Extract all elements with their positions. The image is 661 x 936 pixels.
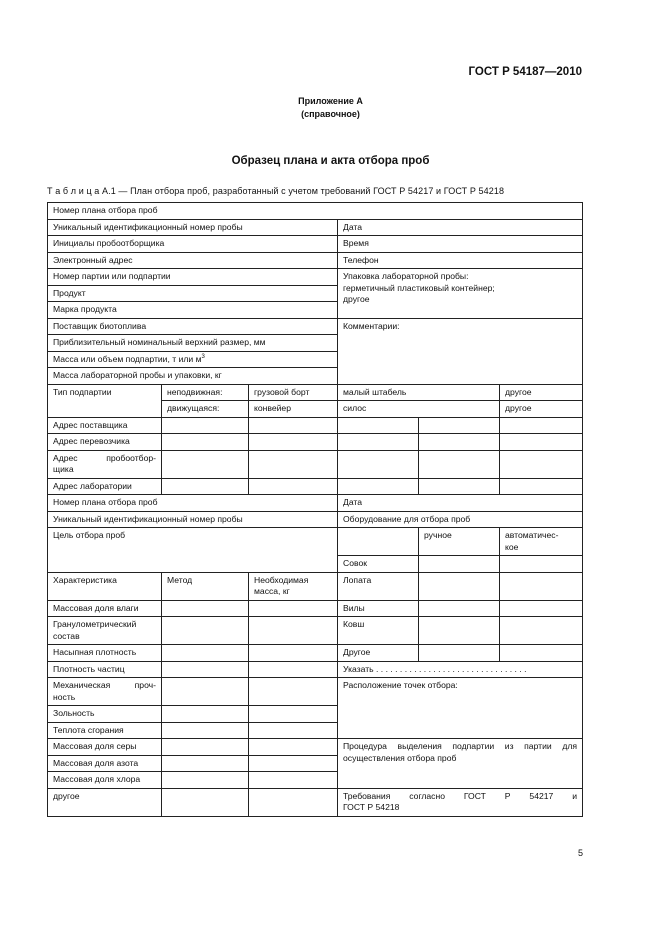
table-cell (500, 645, 583, 662)
table-cell (419, 478, 500, 495)
appendix-heading (0, 95, 661, 121)
table-cell (249, 722, 338, 739)
table-row (48, 678, 583, 706)
table-cell (419, 556, 500, 573)
table-row (48, 384, 583, 401)
table-cell: другое (500, 384, 583, 401)
table-cell (48, 450, 162, 478)
table-row (48, 788, 583, 816)
table-cell (419, 600, 500, 617)
table-cell: Метод (162, 572, 249, 600)
table-cell (249, 600, 338, 617)
table-cell (500, 617, 583, 645)
table-cell (162, 706, 249, 723)
table-cell (249, 739, 338, 756)
table-cell (419, 572, 500, 600)
table-cell (249, 417, 338, 434)
table-cell (249, 478, 338, 495)
table-row (48, 511, 583, 528)
table-cell: Массовая доля хлора (48, 772, 162, 789)
table-row (48, 269, 583, 286)
packaging-option: герметичный пластиковый контейнер; (343, 282, 495, 293)
table-cell: Теплота сгорания (48, 722, 162, 739)
table-cell: Вилы (338, 600, 419, 617)
table-cell: Номер партии или подпартии (48, 269, 338, 286)
table-cell (162, 478, 249, 495)
table-row (48, 600, 583, 617)
table-row (48, 495, 583, 512)
table-cell: Адрес поставщика (48, 417, 162, 434)
document-code: ГОСТ Р 54187—2010 (468, 66, 582, 78)
table-cell (500, 556, 583, 573)
requirements-line: Требования согласно ГОСТ Р 54217 и (343, 790, 578, 801)
table-cell: Цель отбора проб (48, 528, 338, 573)
table-cell (338, 417, 419, 434)
table-cell (419, 417, 500, 434)
table-cell (419, 617, 500, 645)
packaging-option: другое (343, 294, 370, 304)
table-cell (48, 351, 338, 368)
superscript: 3 (201, 353, 205, 360)
requirements-line: ГОСТ Р 54218 (343, 802, 400, 812)
table-cell (162, 678, 249, 706)
mech-strength-line: ность (53, 691, 76, 702)
table-cell (162, 645, 249, 662)
table-cell: Плотность частиц (48, 661, 162, 678)
table-row (48, 661, 583, 678)
table-cell (338, 478, 419, 495)
table-cell: Дата (338, 495, 583, 512)
table-cell (249, 772, 338, 789)
table-cell: другое (48, 788, 162, 816)
table-cell: Ковш (338, 617, 419, 645)
table-cell (500, 572, 583, 600)
table-cell: Уникальный идентификационный номер пробы (48, 219, 338, 236)
table-cell: Указать . . . . . . . . . . . . . . . . . . . . . . . . . . . . . . . . (338, 661, 583, 678)
table-cell: Зольность (48, 706, 162, 723)
table-cell: Адрес перевозчика (48, 434, 162, 451)
table-row (48, 739, 583, 756)
table-cell (162, 788, 249, 816)
table-cell: Марка продукта (48, 302, 338, 319)
table-cell: грузовой борт (249, 384, 338, 401)
table-cell (338, 269, 583, 319)
table-cell: Номер плана отбора проб (48, 495, 338, 512)
table-cell (500, 600, 583, 617)
table-cell: Инициалы пробоотборщика (48, 236, 338, 253)
table-cell: другое (500, 401, 583, 418)
table-cell: Электронный адрес (48, 252, 338, 269)
table-row (48, 236, 583, 253)
table-cell (249, 572, 338, 600)
table-cell: Насыпная плотность (48, 645, 162, 662)
table-cell (162, 617, 249, 645)
table-cell: Массовая доля влаги (48, 600, 162, 617)
table-cell (338, 788, 583, 816)
table-cell: Масса лабораторной пробы и упаковки, кг (48, 368, 338, 385)
table-row (48, 203, 583, 220)
table-cell (162, 450, 249, 478)
table-cell (249, 706, 338, 723)
table-cell: Телефон (338, 252, 583, 269)
table-cell (249, 678, 338, 706)
table-cell: Приблизительный номинальный верхний размер, мм (48, 335, 338, 352)
table-cell: неподвижная: (162, 384, 249, 401)
table-cell: Номер плана отбора проб (48, 203, 583, 220)
table-cell (162, 722, 249, 739)
table-cell: Совок (338, 556, 419, 573)
sampler-address-line: Адрес пробоотбор- (53, 452, 156, 463)
table-cell (500, 434, 583, 451)
table-cell: силос (338, 401, 500, 418)
granulometric-line: состав (53, 630, 80, 641)
table-cell: Массовая доля серы (48, 739, 162, 756)
table-cell: Другое (338, 645, 419, 662)
table-cell (249, 645, 338, 662)
table-cell: малый штабель (338, 384, 500, 401)
table-cell (162, 600, 249, 617)
table-row (48, 450, 583, 478)
table-cell: Оборудование для отбора проб (338, 511, 583, 528)
table-cell (48, 617, 162, 645)
table-row (48, 417, 583, 434)
table-row (48, 572, 583, 600)
table-row (48, 318, 583, 335)
table-caption: Т а б л и ц а А.1 — План отбора проб, разработанный с учетом требований ГОСТ Р 54217 и ГОСТ Р 54218 (47, 186, 505, 196)
table-cell: Характеристика (48, 572, 162, 600)
table-cell: Дата (338, 219, 583, 236)
table-cell (249, 617, 338, 645)
table-cell (162, 772, 249, 789)
table-cell (419, 434, 500, 451)
mass-volume-label: Масса или объем подпартии, т или м (53, 353, 202, 364)
appendix-title: Приложение А (298, 96, 363, 106)
table-row (48, 434, 583, 451)
table-cell: Расположение точек отбора: (338, 678, 583, 739)
table-cell (419, 450, 500, 478)
table-cell (249, 434, 338, 451)
packaging-label: Упаковка лабораторной пробы: (343, 271, 469, 281)
table-cell (162, 661, 249, 678)
table-row (48, 478, 583, 495)
table-cell: конвейер (249, 401, 338, 418)
table-cell (338, 450, 419, 478)
table-cell (500, 528, 583, 556)
page-title: Образец плана и акта отбора проб (231, 155, 430, 167)
table-cell: движущаяся: (162, 401, 249, 418)
table-cell (338, 434, 419, 451)
required-mass-line: масса, кг (254, 586, 290, 596)
table-row (48, 252, 583, 269)
automatic-line: автоматичес- (505, 530, 559, 540)
table-cell: Тип подпартии (48, 384, 162, 417)
table-cell: Поставщик биотоплива (48, 318, 338, 335)
sampling-plan-table (47, 202, 583, 817)
page-number: 5 (578, 848, 584, 858)
table-cell (162, 739, 249, 756)
table-cell: Продукт (48, 285, 338, 302)
table-row (48, 617, 583, 645)
table-cell: Адрес лаборатории (48, 478, 162, 495)
table-cell: ручное (419, 528, 500, 556)
table-cell (338, 528, 419, 556)
table-cell (48, 678, 162, 706)
required-mass-line: Необходимая (254, 574, 309, 585)
table-row (48, 528, 583, 556)
table-cell (162, 755, 249, 772)
table-cell: Процедура выделения подпартии из партии для осуществления отбора проб (338, 739, 583, 789)
table-cell (249, 788, 338, 816)
appendix-note: (справочное) (301, 109, 360, 119)
table-cell (500, 478, 583, 495)
table-cell (162, 434, 249, 451)
table-cell (162, 417, 249, 434)
table-cell: Массовая доля азота (48, 755, 162, 772)
table-cell: Уникальный идентификационный номер пробы (48, 511, 338, 528)
sampler-address-line: щика (53, 464, 74, 474)
table-row (48, 219, 583, 236)
table-cell (419, 645, 500, 662)
table-cell: Комментарии: (338, 318, 583, 384)
table-row (48, 645, 583, 662)
granulometric-line: Гранулометрический (53, 619, 137, 629)
table-cell (249, 450, 338, 478)
table-cell (500, 417, 583, 434)
table-cell (500, 450, 583, 478)
table-cell (249, 661, 338, 678)
table-cell: Время (338, 236, 583, 253)
table-cell (249, 755, 338, 772)
mech-strength-line: Механическая проч- (53, 680, 156, 690)
automatic-line: кое (505, 541, 519, 552)
table-cell: Лопата (338, 572, 419, 600)
